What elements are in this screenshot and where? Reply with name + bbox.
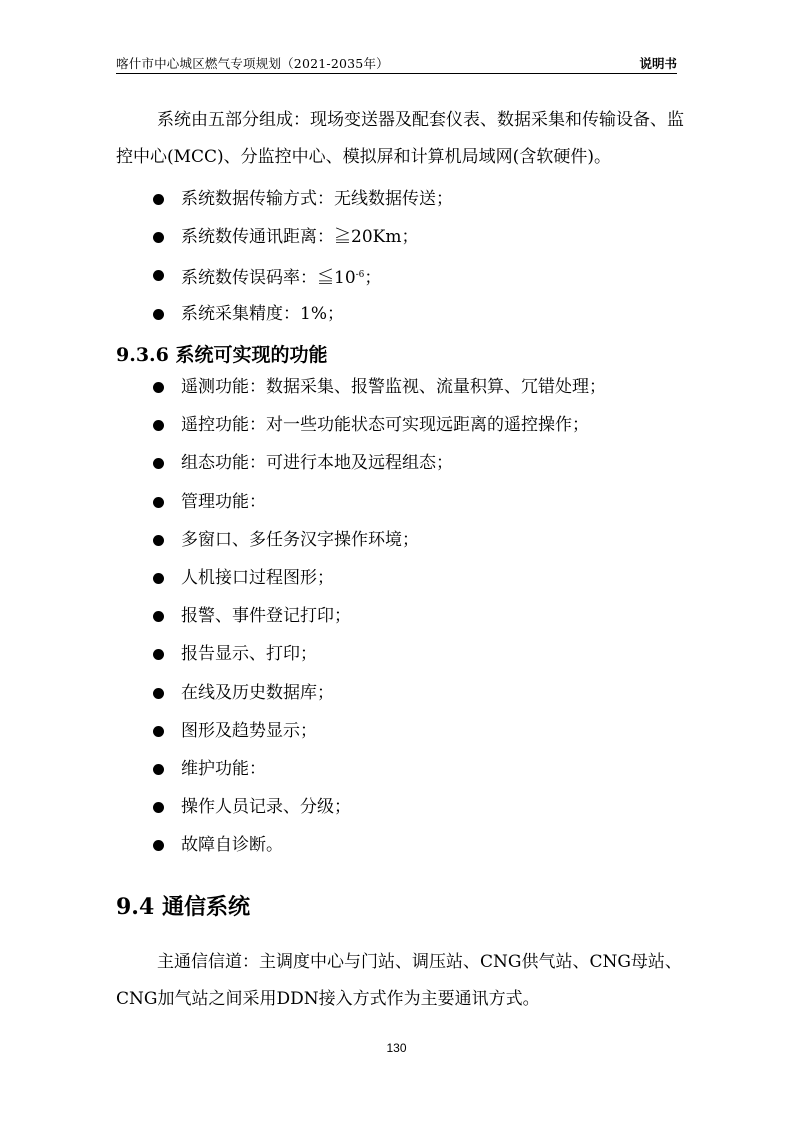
list-item-text: 人机接口过程图形； bbox=[181, 567, 334, 588]
list-item-text: 系统数传误码率：≦10 bbox=[181, 268, 356, 289]
bullet-icon bbox=[153, 458, 164, 469]
list-item bbox=[116, 444, 696, 482]
bullet-icon bbox=[153, 270, 164, 281]
list-item bbox=[116, 483, 696, 521]
list-item bbox=[116, 368, 696, 406]
section-heading-9-4 bbox=[116, 890, 250, 921]
exponent: -6 bbox=[355, 270, 365, 281]
list-item bbox=[116, 712, 696, 750]
bullet-icon bbox=[153, 535, 164, 546]
list-item-text: 系统数传通讯距离：≧20Km； bbox=[181, 227, 419, 248]
list-item-text: 报警、事件登记打印； bbox=[181, 606, 351, 627]
function-list bbox=[116, 368, 696, 864]
list-item-text: 组态功能：可进行本地及远程组态； bbox=[181, 453, 453, 474]
list-item-text: 管理功能： bbox=[181, 491, 266, 512]
list-item bbox=[116, 180, 696, 218]
list-item-text: 故障自诊断。 bbox=[181, 835, 283, 856]
list-item bbox=[116, 218, 696, 256]
list-item-text: 多窗口、多任务汉字操作环境； bbox=[181, 529, 419, 550]
list-item-text: 维护功能： bbox=[181, 758, 266, 779]
bullet-icon bbox=[153, 802, 164, 813]
list-item bbox=[116, 295, 696, 333]
bullet-icon bbox=[153, 232, 164, 243]
list-item-text: 操作人员记录、分级； bbox=[181, 797, 351, 818]
intro-paragraph: 系统由五部分组成：现场变送器及配套仪表、数据采集和传输设备、监控中心(MCC)、分监控中心、模拟屏和计算机局域网(含软硬件)。 bbox=[116, 110, 684, 167]
section-number: 9.3.6 bbox=[116, 344, 169, 366]
bullet-icon bbox=[153, 611, 164, 622]
comm-paragraph: 主通信信道：主调度中心与门站、调压站、CNG供气站、CNG母站、CNG加气站之间采用DDN接入方式作为主要通讯方式。 bbox=[116, 952, 682, 1009]
bullet-icon bbox=[153, 840, 164, 851]
list-item bbox=[116, 406, 696, 444]
bullet-icon bbox=[153, 194, 164, 205]
section-title: 通信系统 bbox=[161, 894, 250, 920]
section-heading-9-3-6 bbox=[116, 340, 328, 367]
list-item bbox=[116, 597, 696, 635]
list-item-text: 系统数据传输方式：无线数据传送； bbox=[181, 189, 453, 209]
header-title: 喀什市中心城区燃气专项规划（2021-2035年） bbox=[116, 56, 389, 71]
list-item-text: 图形及趋势显示； bbox=[181, 720, 317, 741]
bullet-icon bbox=[153, 420, 164, 431]
list-item bbox=[116, 256, 696, 294]
list-item bbox=[116, 635, 696, 673]
list-item-suffix: ； bbox=[364, 268, 382, 289]
bullet-icon bbox=[153, 573, 164, 584]
list-item bbox=[116, 559, 696, 597]
section-number: 9.4 bbox=[116, 894, 155, 920]
list-item bbox=[116, 788, 696, 826]
bullet-icon bbox=[153, 497, 164, 508]
list-item-text: 系统采集精度：1%； bbox=[181, 303, 344, 324]
bullet-icon bbox=[153, 764, 164, 775]
list-item bbox=[116, 750, 696, 788]
bullet-icon bbox=[153, 309, 164, 320]
bullet-icon bbox=[153, 649, 164, 660]
list-item bbox=[116, 521, 696, 559]
header-doc-type: 说明书 bbox=[639, 56, 677, 71]
bullet-icon bbox=[153, 382, 164, 393]
page-number: 130 bbox=[386, 1041, 407, 1055]
list-item-text: 在线及历史数据库； bbox=[181, 682, 334, 703]
list-item-text: 报告显示、打印； bbox=[181, 644, 317, 665]
header-divider bbox=[116, 73, 677, 74]
bullet-icon bbox=[153, 688, 164, 699]
section-title: 系统可实现的功能 bbox=[175, 344, 328, 366]
bullet-icon bbox=[153, 726, 164, 737]
list-item bbox=[116, 674, 696, 712]
system-spec-list bbox=[116, 180, 696, 333]
page-header bbox=[116, 52, 677, 74]
list-item-text: 遥测功能：数据采集、报警监视、流量积算、冗错处理； bbox=[181, 377, 606, 397]
list-item bbox=[116, 826, 696, 864]
list-item-text: 遥控功能：对一些功能状态可实现远距离的遥控操作； bbox=[181, 415, 589, 436]
